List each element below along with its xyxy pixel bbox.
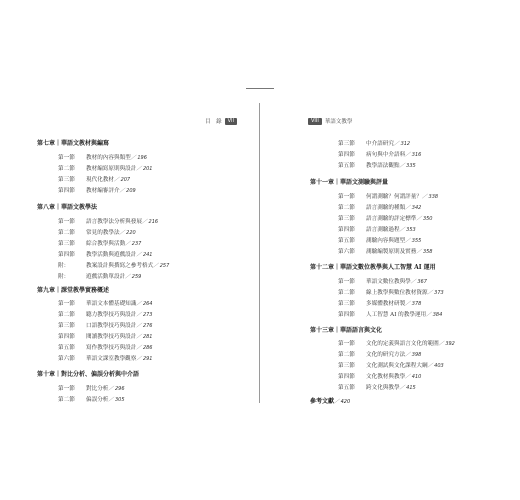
chapter-11-title: 第十一章｜華語文測驗與評量 xyxy=(310,179,389,186)
toc-entry[interactable]: 第五節 跨文化與教學／ 415 xyxy=(338,385,416,391)
toc-entry[interactable]: 第四節 閱讀教學技巧與設計／ 281 xyxy=(58,334,153,340)
chapter-7-title: 第七章｜華語文教材與編寫 xyxy=(37,140,110,147)
right-page xyxy=(260,0,520,500)
toc-entry[interactable]: 第三節 綜合教學與活動／ 237 xyxy=(58,241,142,247)
toc-entry[interactable]: 第二節 文化的研究方法／ 398 xyxy=(338,352,422,358)
left-header-label: 目 錄 xyxy=(205,119,222,125)
toc-entry[interactable]: 第三節 口語教學技巧與設計／ 276 xyxy=(58,323,153,329)
toc-entry[interactable]: 第一節 華語文數位教與學／ 367 xyxy=(338,279,427,285)
toc-entry[interactable]: 第二節 常見的教學法／ 220 xyxy=(58,230,136,236)
toc-entry[interactable]: 第四節 人工智慧 AI 的教學運用／ 384 xyxy=(338,312,443,318)
toc-entry[interactable]: 第一節 華語文本體基礎知識／ 264 xyxy=(58,301,153,307)
toc-entry[interactable]: 第六節 華語文課室教學觀察／ 291 xyxy=(58,356,153,362)
toc-entry[interactable]: 第二節 教材編寫原則與設計／ 201 xyxy=(58,166,153,172)
toc-entry[interactable]: 第三節 現代化教材／ 207 xyxy=(58,177,131,183)
left-running-header xyxy=(175,117,237,125)
toc-entry[interactable]: 第三節 語言測驗的評定標準／ 350 xyxy=(338,216,433,222)
toc-entry[interactable]: 第二節 聽力教學技巧與設計／ 273 xyxy=(58,312,153,318)
right-header-label: 華語文教學 xyxy=(324,119,353,125)
left-page-number: VII xyxy=(225,118,237,125)
toc-entry[interactable]: 第三節 文化測試與文化課程大綱／ 403 xyxy=(338,363,444,369)
chapter-12-title: 第十二章｜華語文數位教學與人工智慧 AI 運用 xyxy=(310,264,436,271)
toc-entry[interactable]: 第三節 中介語研究／ 312 xyxy=(338,141,411,147)
toc-entry[interactable]: 第二節 線上教學與數位教材資源／ 373 xyxy=(338,290,444,296)
toc-entry[interactable]: 第二節 偏誤分析／ 305 xyxy=(58,397,125,403)
right-running-header xyxy=(308,117,370,125)
toc-entry[interactable]: 第三節 多媒體教材研製／ 378 xyxy=(338,301,422,307)
toc-entry[interactable]: 第一節 教材的內容與類型／ 196 xyxy=(58,155,147,161)
toc-entry[interactable]: 第四節 教學活動與遊戲設計／ 241 xyxy=(58,252,153,258)
chapter-13-title: 第十三章｜華語語言與文化 xyxy=(310,327,383,334)
toc-entry[interactable]: 第四節 病句與中介語料／ 316 xyxy=(338,152,422,158)
toc-entry[interactable]: 第一節 對比分析／ 296 xyxy=(58,386,125,392)
toc-entry[interactable]: 第五節 測驗內容與題型／ 355 xyxy=(338,238,422,244)
references-entry[interactable]: 參考文獻／ 420 xyxy=(310,398,351,405)
toc-entry[interactable]: 第四節 文化教材與教學／ 410 xyxy=(338,374,422,380)
right-page-number: VIII xyxy=(308,118,322,125)
toc-entry[interactable]: 第四節 教材編審評介／ 209 xyxy=(58,188,136,194)
toc-entry[interactable]: 第六節 測驗編製原則及實務／ 358 xyxy=(338,249,433,255)
toc-entry[interactable]: 第一節 文化的定義與語言文化的範圍／ 392 xyxy=(338,341,455,347)
toc-entry[interactable]: 附： 遊戲活動單設計／ 259 xyxy=(58,274,142,280)
chapter-9-title: 第九章｜課堂教學實務概述 xyxy=(37,287,110,294)
chapter-10-title: 第十章｜對比分析、偏誤分析與中介語 xyxy=(37,371,140,378)
toc-entry[interactable]: 第二節 語言測驗的種類／ 342 xyxy=(338,205,422,211)
chapter-8-title: 第八章｜華語文教學法 xyxy=(37,204,98,211)
toc-entry[interactable]: 第五節 寫作教學技巧與設計／ 286 xyxy=(58,345,153,351)
toc-entry[interactable]: 第一節 語言教學法分析與發展／ 216 xyxy=(58,219,159,225)
toc-entry[interactable]: 第四節 語言測驗過程／ 353 xyxy=(338,227,416,233)
toc-entry[interactable]: 第一節 何謂測驗？何謂評量？／ 338 xyxy=(338,194,439,200)
toc-entry[interactable]: 第五節 教學語法觀點／ 335 xyxy=(338,163,416,169)
toc-entry[interactable]: 附： 教案設計與撰寫之參考格式／ 257 xyxy=(58,263,170,269)
